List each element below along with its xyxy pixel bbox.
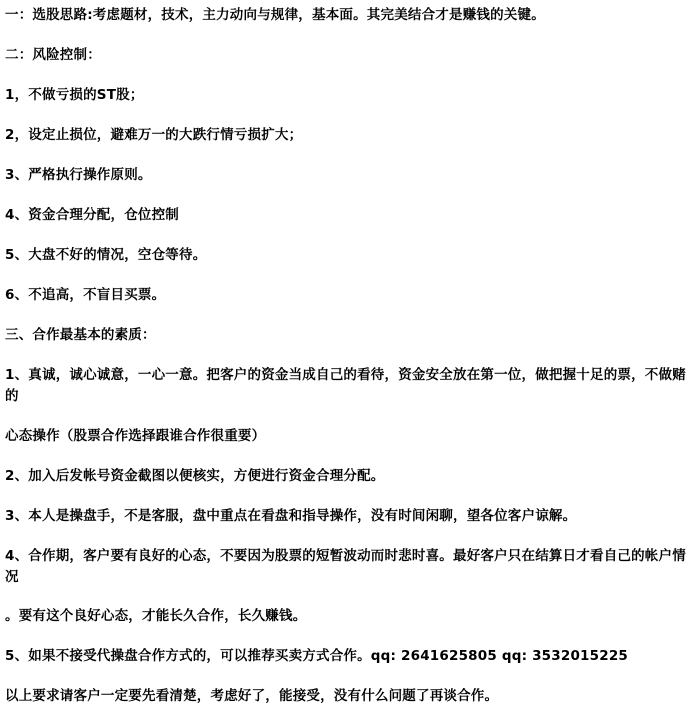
cooperation-item-1-continued: 心态操作（股票合作选择跟谁合作很重要） [5, 428, 266, 444]
cooperation-item-2: 2、加入后发帐号资金截图以便核实，方便进行资金合理分配。 [5, 468, 385, 484]
cooperation-item-4: 4、合作期，客户要有良好的心态，不要因为股票的短暂波动而时悲时喜。最好客户只在结算日才看自己的帐户情况 [5, 548, 686, 585]
risk-item-2: 2，设定止损位，避难万一的大跌行情亏损扩大； [5, 127, 303, 143]
cooperation-item-5-contact: 5、如果不接受代操盘合作方式的，可以推荐买卖方式合作。qq: 2641625805 qq: 3532015225 [5, 648, 629, 664]
cooperation-item-3: 3、本人是操盘手，不是客服，盘中重点在看盘和指导操作，没有时间闲聊，望各位客户谅解。 [5, 508, 577, 524]
risk-item-5: 5、大盘不好的情况，空仓等待。 [5, 247, 207, 263]
cooperation-item-4-continued: 。要有这个良好心态，才能长久合作，长久赚钱。 [5, 608, 307, 624]
risk-item-4: 4、资金合理分配，仓位控制 [5, 207, 179, 223]
risk-item-1: 1，不做亏损的ST股； [5, 87, 144, 103]
cooperation-item-1: 1、真诚，诚心诚意，一心一意。把客户的资金当成自己的看待，资金安全放在第一位，做把握十足的票，不做赌的 [5, 367, 686, 404]
closing-note: 以上要求请客户一定要先看清楚，考虑好了，能接受，没有什么问题了再谈合作。 [5, 688, 499, 704]
risk-item-6: 6、不追高，不盲目买票。 [5, 287, 166, 303]
section-3-heading: 三、合作最基本的素质： [5, 327, 156, 343]
risk-item-3: 3、严格执行操作原则。 [5, 167, 152, 183]
section-1-stock-selection: 一：选股思路:考虑题材，技术，主力动向与规律，基本面。其完美结合才是赚钱的关键。 [5, 7, 545, 23]
section-2-heading: 二：风险控制： [5, 47, 101, 63]
